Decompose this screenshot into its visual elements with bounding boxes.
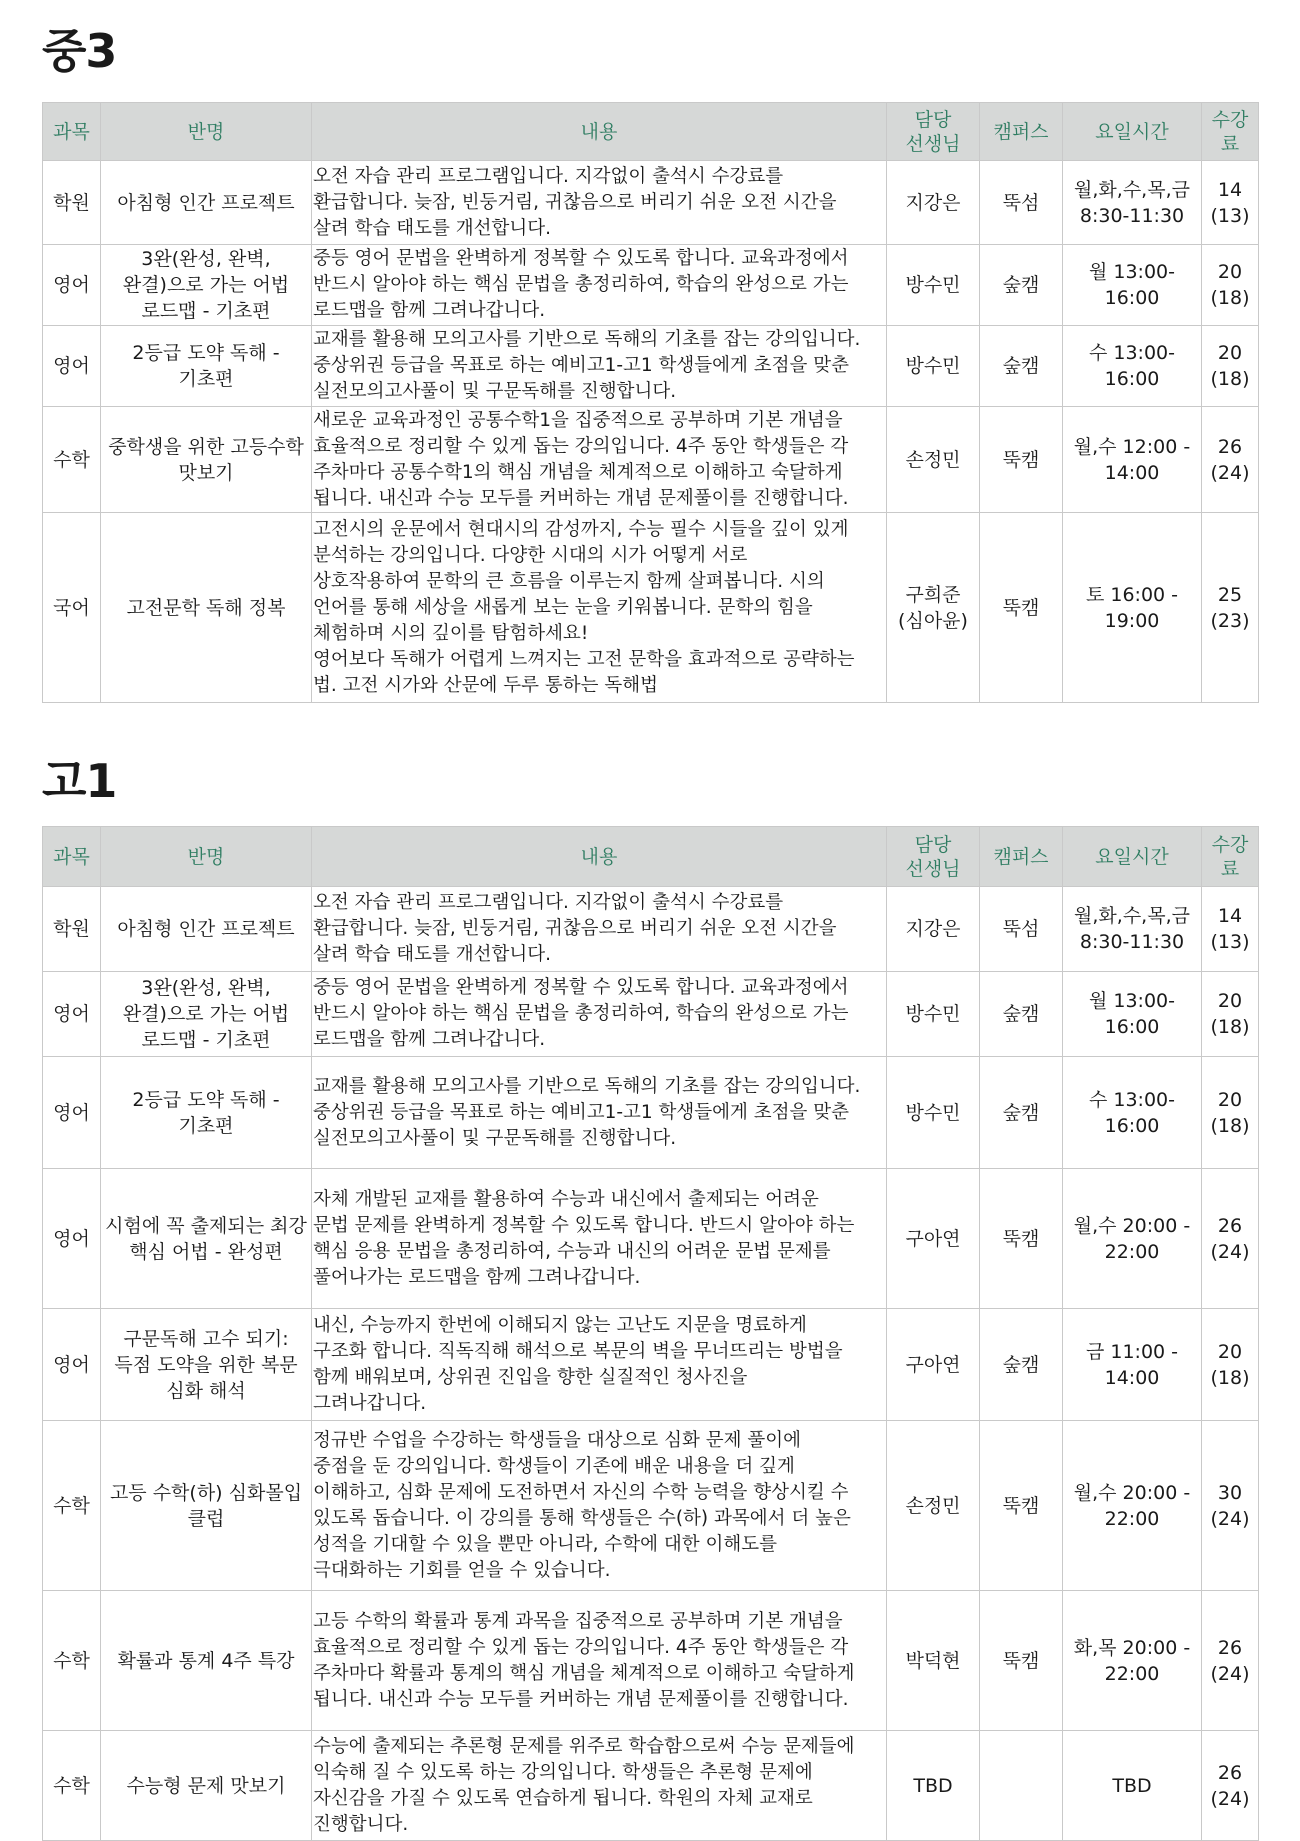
cell-teacher: 방수민 [887,1057,980,1169]
table-row [43,245,1259,326]
section-title-high1: 고1 [42,754,117,808]
header-subject: 과목 [43,103,101,161]
table-row [43,972,1259,1057]
cell-teacher: 지강은 [887,887,980,972]
cell-campus [980,1731,1063,1841]
table-row [43,1731,1259,1841]
cell-campus: 숲캠 [980,1057,1063,1169]
cell-schedule: 금 11:00 - 14:00 [1063,1309,1202,1421]
cell-fee: 26 (24) [1202,407,1259,513]
cell-class-name: 고등 수학(하) 심화몰입 클럽 [101,1421,312,1591]
cell-fee: 14 (13) [1202,161,1259,245]
cell-subject: 영어 [43,1057,101,1169]
table-row [43,513,1259,703]
cell-campus: 뚝캠 [980,1169,1063,1309]
cell-schedule: 토 16:00 - 19:00 [1063,513,1202,703]
table-row [43,1169,1259,1309]
header-fee: 수강료 [1202,827,1259,887]
cell-schedule: 월,수 12:00 - 14:00 [1063,407,1202,513]
header-schedule: 요일시간 [1063,827,1202,887]
table-row [43,407,1259,513]
cell-subject: 수학 [43,407,101,513]
cell-schedule: 월 13:00- 16:00 [1063,972,1202,1057]
cell-class-name: 확률과 통계 4주 특강 [101,1591,312,1731]
cell-content: 오전 자습 관리 프로그램입니다. 지각없이 출석시 수강료를 환급합니다. 늦잠, 빈둥거림, 귀찮음으로 버리기 쉬운 오전 시간을 살려 학습 태도를 개선합니다. [312,887,887,972]
cell-teacher: 방수민 [887,326,980,407]
header-campus: 캠퍼스 [980,103,1063,161]
cell-class-name: 2등급 도약 독해 - 기초편 [101,326,312,407]
cell-teacher: 구희준 (심아윤) [887,513,980,703]
cell-campus: 뚝캠 [980,1421,1063,1591]
header-row [43,103,1259,161]
cell-campus: 뚝캠 [980,1591,1063,1731]
cell-fee: 26 (24) [1202,1169,1259,1309]
cell-class-name: 2등급 도약 독해 - 기초편 [101,1057,312,1169]
cell-content: 중등 영어 문법을 완벽하게 정복할 수 있도록 합니다. 교육과정에서 반드시 알아야 하는 핵심 문법을 총정리하여, 학습의 완성으로 가는 로드맵을 함께 그려나갑니다. [312,245,887,326]
cell-content: 내신, 수능까지 한번에 이해되지 않는 고난도 지문을 명료하게 구조화 합니다. 직독직해 해석으로 복문의 벽을 무너뜨리는 방법을 함께 배워보며, 상위권 진입을 향한 실질적인 청사진을 그려나갑니다. [312,1309,887,1421]
table-row [43,887,1259,972]
table-row [43,326,1259,407]
header-teacher: 담당 선생님 [887,827,980,887]
cell-schedule: TBD [1063,1731,1202,1841]
cell-content: 오전 자습 관리 프로그램입니다. 지각없이 출석시 수강료를 환급합니다. 늦잠, 빈둥거림, 귀찮음으로 버리기 쉬운 오전 시간을 살려 학습 태도를 개선합니다. [312,161,887,245]
cell-campus: 숲캠 [980,245,1063,326]
cell-subject: 영어 [43,245,101,326]
table-row [43,1421,1259,1591]
table-row [43,1591,1259,1731]
cell-content: 고등 수학의 확률과 통계 과목을 집중적으로 공부하며 기본 개념을 효율적으로 정리할 수 있게 돕는 강의입니다. 4주 동안 학생들은 각 주차마다 확률과 통계의 핵심 개념을 체계적으로 이해하고 숙달하게 됩니다. 내신과 수능 모두를 커버하는 개념 문제풀이를 진행합니다. [312,1591,887,1731]
cell-teacher: 손정민 [887,1421,980,1591]
cell-teacher: TBD [887,1731,980,1841]
cell-schedule: 월,수 20:00 - 22:00 [1063,1169,1202,1309]
cell-fee: 14 (13) [1202,887,1259,972]
cell-teacher: 방수민 [887,972,980,1057]
table-row [43,161,1259,245]
cell-subject: 영어 [43,1169,101,1309]
cell-subject: 국어 [43,513,101,703]
cell-teacher: 방수민 [887,245,980,326]
table-row [43,1309,1259,1421]
cell-subject: 학원 [43,161,101,245]
cell-class-name: 3완(완성, 완벽, 완결)으로 가는 어법 로드맵 - 기초편 [101,245,312,326]
header-class-name: 반명 [101,827,312,887]
header-class-name: 반명 [101,103,312,161]
schedule-table-high1 [42,826,1259,1841]
cell-fee: 25 (23) [1202,513,1259,703]
header-campus: 캠퍼스 [980,827,1063,887]
cell-class-name: 아침형 인간 프로젝트 [101,161,312,245]
cell-class-name: 고전문학 독해 정복 [101,513,312,703]
cell-fee: 30 (24) [1202,1421,1259,1591]
cell-subject: 수학 [43,1421,101,1591]
cell-schedule: 월,화,수,목,금 8:30-11:30 [1063,887,1202,972]
cell-fee: 20 (18) [1202,972,1259,1057]
cell-subject: 영어 [43,972,101,1057]
cell-campus: 뚝캠 [980,407,1063,513]
cell-fee: 26 (24) [1202,1591,1259,1731]
cell-class-name: 수능형 문제 맛보기 [101,1731,312,1841]
cell-teacher: 구아연 [887,1309,980,1421]
cell-teacher: 구아연 [887,1169,980,1309]
schedule-table-middle3 [42,102,1259,703]
cell-schedule: 월,화,수,목,금 8:30-11:30 [1063,161,1202,245]
table-row [43,1057,1259,1169]
cell-content: 수능에 출제되는 추론형 문제를 위주로 학습함으로써 수능 문제들에 익숙해 질 수 있도록 하는 강의입니다. 학생들은 추론형 문제에 자신감을 가질 수 있도록 연습하게 됩니다. 학원의 자체 교재로 진행합니다. [312,1731,887,1841]
cell-subject: 영어 [43,326,101,407]
cell-fee: 20 (18) [1202,245,1259,326]
cell-schedule: 월,수 20:00 - 22:00 [1063,1421,1202,1591]
cell-campus: 숲캠 [980,326,1063,407]
header-content: 내용 [312,827,887,887]
cell-subject: 수학 [43,1731,101,1841]
cell-campus: 뚝캠 [980,513,1063,703]
cell-teacher: 손정민 [887,407,980,513]
cell-content: 교재를 활용해 모의고사를 기반으로 독해의 기초를 잡는 강의입니다. 중상위권 등급을 목표로 하는 예비고1-고1 학생들에게 초점을 맞춘 실전모의고사풀이 및 구문독해를 진행합니다. [312,1057,887,1169]
header-teacher: 담당 선생님 [887,103,980,161]
header-schedule: 요일시간 [1063,103,1202,161]
cell-fee: 26 (24) [1202,1731,1259,1841]
cell-campus: 숲캠 [980,972,1063,1057]
cell-content: 고전시의 운문에서 현대시의 감성까지, 수능 필수 시들을 깊이 있게 분석하는 강의입니다. 다양한 시대의 시가 어떻게 서로 상호작용하여 문학의 큰 흐름을 이루는지 함께 살펴봅니다. 시의 언어를 통해 세상을 새롭게 보는 눈을 키워봅니다. 문학의 힘을 체험하며 시의 깊이를 탐험하세요! 영어보다 독해가 어렵게 느껴지는 고전 문학을 효과적으로 공략하는 법. 고전 시가와 산문에 두루 통하는 독해법 [312,513,887,703]
cell-subject: 수학 [43,1591,101,1731]
cell-subject: 영어 [43,1309,101,1421]
cell-subject: 학원 [43,887,101,972]
cell-campus: 뚝섬 [980,887,1063,972]
cell-class-name: 중학생을 위한 고등수학 맛보기 [101,407,312,513]
cell-teacher: 지강은 [887,161,980,245]
cell-schedule: 월 13:00- 16:00 [1063,245,1202,326]
cell-class-name: 아침형 인간 프로젝트 [101,887,312,972]
cell-campus: 숲캠 [980,1309,1063,1421]
cell-content: 교재를 활용해 모의고사를 기반으로 독해의 기초를 잡는 강의입니다. 중상위권 등급을 목표로 하는 예비고1-고1 학생들에게 초점을 맞춘 실전모의고사풀이 및 구문독해를 진행합니다. [312,326,887,407]
cell-fee: 20 (18) [1202,1057,1259,1169]
cell-fee: 20 (18) [1202,326,1259,407]
cell-schedule: 수 13:00- 16:00 [1063,1057,1202,1169]
cell-class-name: 3완(완성, 완벽, 완결)으로 가는 어법 로드맵 - 기초편 [101,972,312,1057]
cell-fee: 20 (18) [1202,1309,1259,1421]
header-content: 내용 [312,103,887,161]
section-title-middle3: 중3 [42,24,117,78]
cell-content: 자체 개발된 교재를 활용하여 수능과 내신에서 출제되는 어려운 문법 문제를 완벽하게 정복할 수 있도록 합니다. 반드시 알아야 하는 핵심 응용 문법을 총정리하여, 수능과 내신의 어려운 문법 문제를 풀어나가는 로드맵을 함께 그려나갑니다. [312,1169,887,1309]
header-fee: 수강 료 [1202,103,1259,161]
cell-schedule: 화,목 20:00 - 22:00 [1063,1591,1202,1731]
cell-content: 새로운 교육과정인 공통수학1을 집중적으로 공부하며 기본 개념을 효율적으로 정리할 수 있게 돕는 강의입니다. 4주 동안 학생들은 각 주차마다 공통수학1의 핵심 개념을 체계적으로 이해하고 숙달하게 됩니다. 내신과 수능 모두를 커버하는 개념 문제풀이를 진행합니다. [312,407,887,513]
cell-class-name: 시험에 꼭 출제되는 최강 핵심 어법 - 완성편 [101,1169,312,1309]
cell-content: 중등 영어 문법을 완벽하게 정복할 수 있도록 합니다. 교육과정에서 반드시 알아야 하는 핵심 문법을 총정리하여, 학습의 완성으로 가는 로드맵을 함께 그려나갑니다. [312,972,887,1057]
cell-schedule: 수 13:00- 16:00 [1063,326,1202,407]
header-row [43,827,1259,887]
cell-class-name: 구문독해 고수 되기: 득점 도약을 위한 복문 심화 해석 [101,1309,312,1421]
header-subject: 과목 [43,827,101,887]
cell-teacher: 박덕현 [887,1591,980,1731]
cell-campus: 뚝섬 [980,161,1063,245]
cell-content: 정규반 수업을 수강하는 학생들을 대상으로 심화 문제 풀이에 중점을 둔 강의입니다. 학생들이 기존에 배운 내용을 더 깊게 이해하고, 심화 문제에 도전하면서 자신의 수학 능력을 향상시킬 수 있도록 돕습니다. 이 강의를 통해 학생들은 수(하) 과목에서 더 높은 성적을 기대할 수 있을 뿐만 아니라, 수학에 대한 이해도를 극대화하는 기회를 얻을 수 있습니다. [312,1421,887,1591]
